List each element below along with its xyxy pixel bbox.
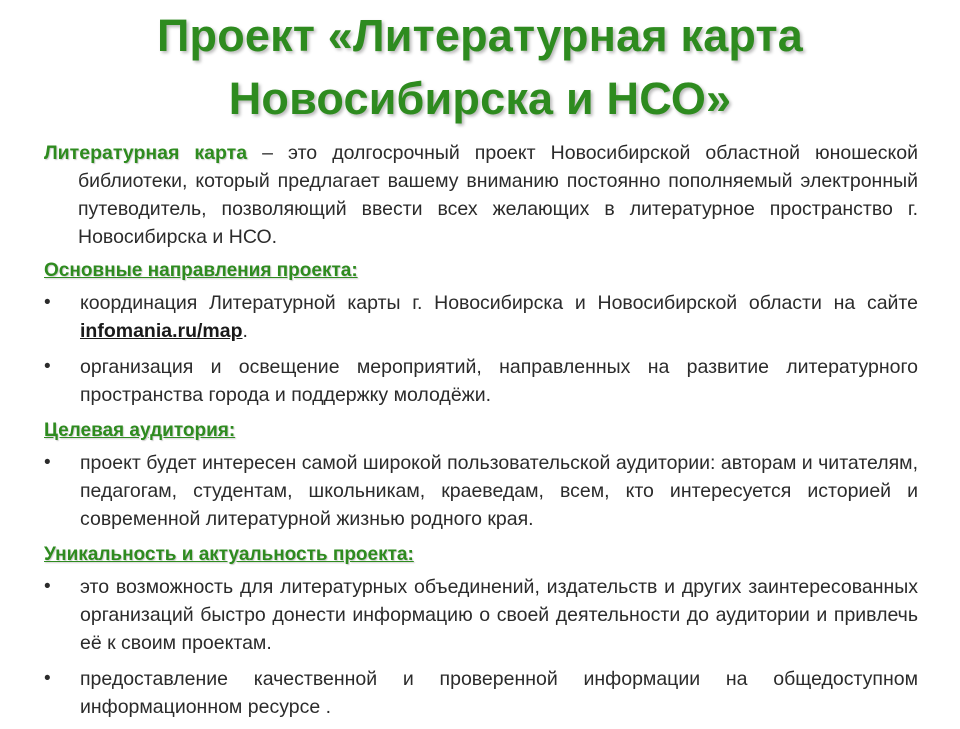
site-link[interactable]: infomania.ru/map bbox=[80, 320, 243, 342]
list-item bbox=[44, 289, 918, 345]
bullet-text: это возможность для литературных объединений, издательств и других заинтересованных организаций быстро донести информацию о своей деятельности до аудитории и привлечь её к своим проектам. bbox=[80, 576, 918, 654]
slide-body bbox=[44, 139, 918, 729]
bullet-icon: • bbox=[44, 452, 51, 473]
intro-paragraph bbox=[44, 139, 918, 251]
list-item bbox=[44, 665, 918, 721]
list-item bbox=[44, 573, 918, 657]
bullet-text: проект будет интересен самой широкой пользовательской аудитории: авторам и читателям, педагогам, студентам, школьникам, краеведам, всем, кто интересуется историей и современной литературной жизнью родного края. bbox=[80, 452, 918, 530]
list-item bbox=[44, 449, 918, 533]
section-heading-audience: Целевая аудитория: bbox=[44, 420, 236, 441]
bullet-text: предоставление качественной и проверенной информации на общедоступном информационном ресурсе . bbox=[80, 668, 918, 718]
section-heading-directions: Основные направления проекта: bbox=[44, 260, 358, 281]
intro-text: – это долгосрочный проект Новосибирской областной юношеской библиотеки, который предлагает вашему вниманию постоянно пополняемый электронный путеводитель, позволяющий ввести всех желающих в литературное пространство г. Новосибирска и НСО. bbox=[78, 142, 918, 248]
bullet-text: организация и освещение мероприятий, направленных на развитие литературного пространства города и поддержку молодёжи. bbox=[80, 356, 918, 406]
slide-title bbox=[40, 4, 920, 130]
bullet-text-end: . bbox=[242, 320, 248, 342]
bullet-icon: • bbox=[44, 356, 51, 377]
bullet-icon: • bbox=[44, 668, 51, 689]
list-item bbox=[44, 353, 918, 409]
title-line-1: Проект «Литературная карта bbox=[156, 10, 803, 61]
section-heading-uniqueness: Уникальность и актуальность проекта: bbox=[44, 544, 414, 565]
bullet-icon: • bbox=[44, 576, 51, 597]
intro-term: Литературная карта bbox=[44, 142, 248, 164]
title-line-2: Новосибирска и НСО» bbox=[228, 73, 732, 124]
bullet-text: координация Литературной карты г. Новосибирска и Новосибирской области на сайте bbox=[80, 292, 918, 314]
bullet-icon: • bbox=[44, 292, 51, 313]
